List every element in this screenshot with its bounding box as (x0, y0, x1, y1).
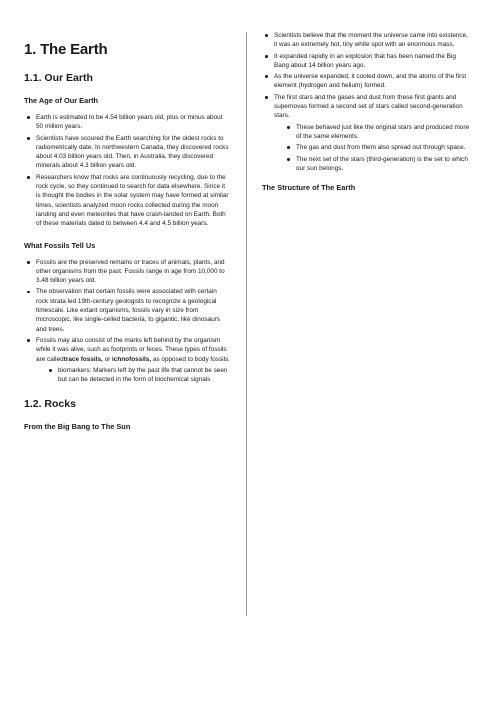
column-divider (246, 32, 247, 616)
list-item: The gas and dust from them also spread out through space. (284, 143, 472, 152)
fossils-sub-list (36, 366, 230, 385)
age-of-earth-list (24, 113, 230, 229)
list-item: It expanded rapidly in an explosion that has been named the Big Bang about 14 billion years ago. (262, 52, 472, 71)
right-column (262, 31, 472, 192)
left-column (24, 30, 230, 431)
subsection-heading-structure: The Structure of The Earth (262, 183, 356, 193)
section-heading-rocks: 1.2. Rocks (24, 398, 76, 411)
document-title: 1. The Earth (24, 41, 108, 58)
trace-text-mid: or (102, 355, 113, 363)
fossils-list (24, 258, 230, 385)
list-item-trace-fossils (24, 336, 230, 384)
trace-fossils-term: trace fossils, (63, 355, 103, 363)
list-item: Researchers know that rocks are continuously recycling, due to the rock cycle, so they continued to search for data elsewhere. Since it is thought the bodies in the solar system may have formed at similar times, scientists analyzed moon rocks collected during the moon landing and even meteorites that have crash-landed on Earth. Both of these materials dated to between 4.4 and 4.5 billion years. (24, 173, 230, 229)
subsection-heading-age-of-earth: The Age of Our Earth (24, 96, 99, 105)
list-item: Fossils are the preserved remains or traces of animals, plants, and other organisms from the past. Fossils range in age from 10,000 to 3.48 billion years old. (24, 258, 230, 286)
list-item: The observation that certain fossils were associated with certain rock strata led 19th-century geologists to recognize a geological timescale. Like extant organisms, fossils vary in size from microscopic, like single-celled bacteria, to gigantic, like dinosaurs and trees. (24, 287, 230, 333)
subsection-heading-fossils: What Fossils Tell Us (24, 240, 96, 250)
ichnofossils-term: ichnofossils, (112, 355, 152, 363)
big-bang-list (262, 31, 472, 173)
trace-text-before: Fossils may also consist of the marks left behind by the organism while it was alive, such as footprints or feces. These types of fossils are called (36, 336, 227, 363)
list-item (262, 93, 472, 173)
list-item: The next set of the stars (third-generation) is the set to which our sun belongs. (284, 155, 472, 174)
list-item: As the universe expanded, it cooled down, and the atoms of the first element (hydrogen and helium) formed. (262, 72, 472, 91)
list-item: Earth is estimated to be 4.54 billion years old, plus or minus about 50 million years. (24, 113, 230, 132)
trace-text-after: as opposed to body fossils. (151, 355, 230, 363)
list-item: Scientists believe that the moment the universe came into existence, it was an extremely hot, tiny white spot with an enormous mass. (262, 31, 472, 50)
list-item: Scientists have scoured the Earth searching for the oldest rocks to radiometrically date. In northwestern Canada, they discovered rocks about 4.03 billion years old. Then, in Australia, they discovered minerals about 4.3 billion years old. (24, 134, 230, 171)
stars-sub-list (274, 123, 472, 173)
subsection-heading-big-bang: From the Big Bang to The Sun (24, 422, 131, 432)
list-item: biomarkers: Markers left by the past life that cannot be seen but can be detected in the form of biochemical signals (46, 366, 230, 385)
list-item: These behaved just like the original stars and produced more of the same elements. (284, 123, 472, 142)
list-item-text: The first stars and the gases and dust from these first giants and supernovas formed a second set of stars called second-generation stars. (274, 93, 463, 120)
section-heading-our-earth: 1.1. Our Earth (24, 72, 93, 84)
